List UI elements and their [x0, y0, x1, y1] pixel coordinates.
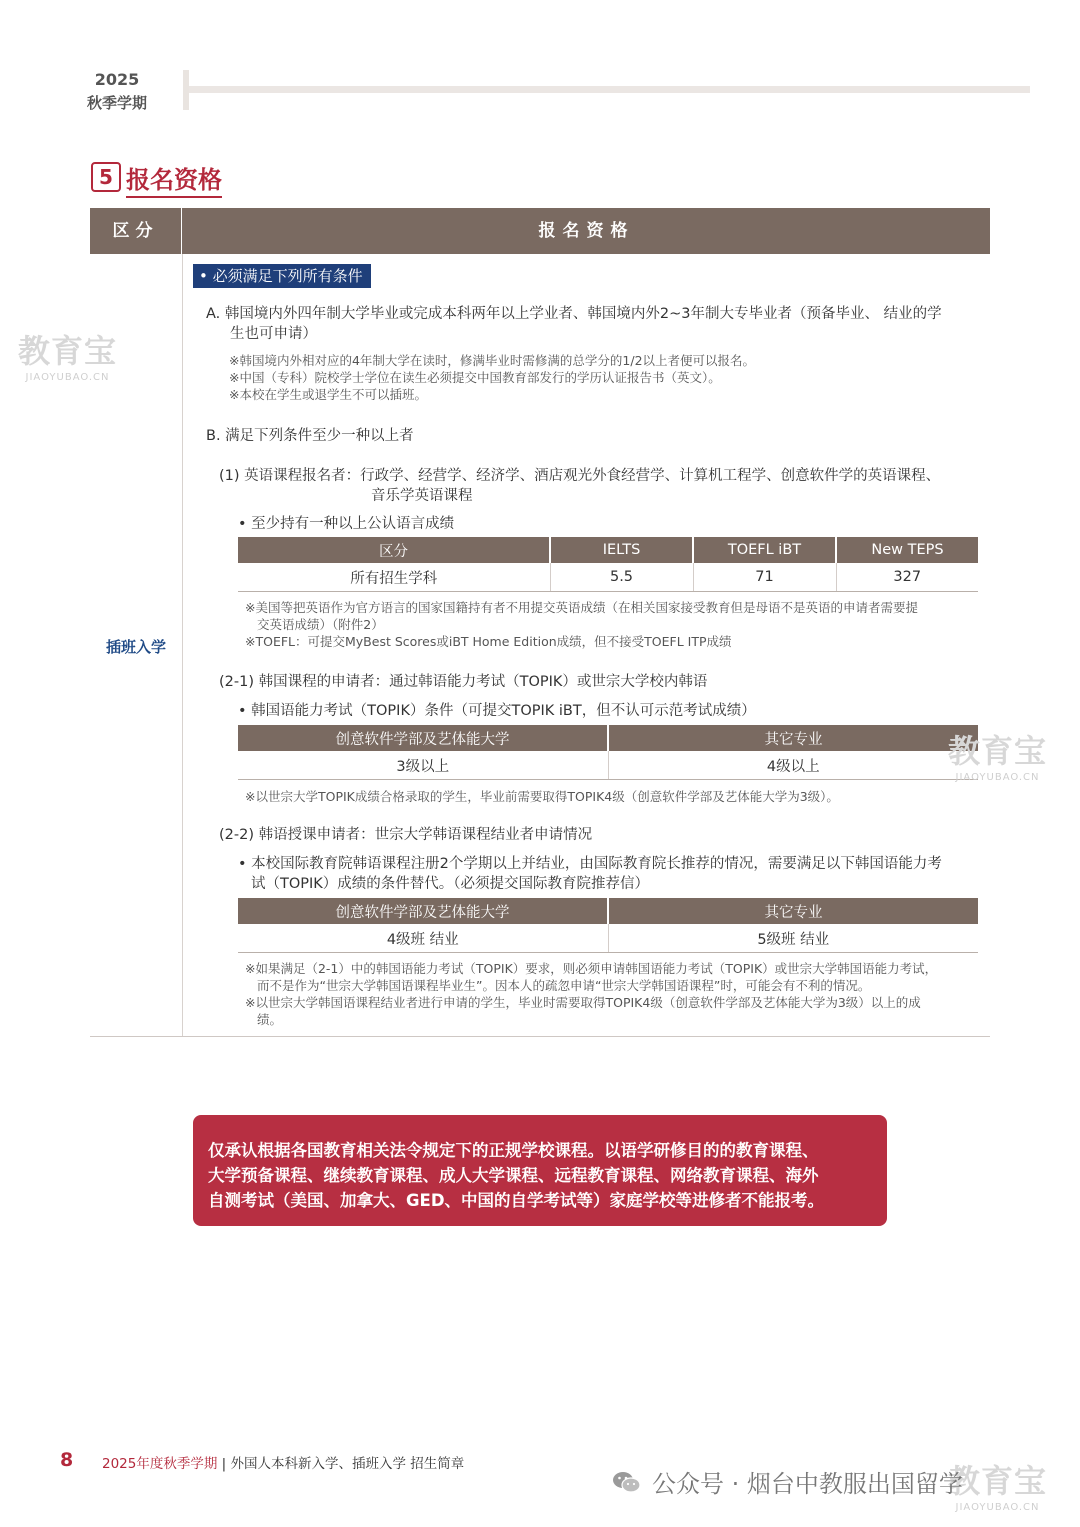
table-row	[238, 924, 978, 953]
notice-line: 自测考试（美国、加拿大、GED、中国的自学考试等）家庭学校等进修者不能报考。	[208, 1191, 825, 1210]
b1-line2: 音乐学英语课程	[371, 488, 473, 504]
condition-a-notes	[229, 352, 989, 403]
watermark	[18, 326, 117, 383]
watermark-text: 教育宝	[948, 732, 1048, 770]
condition-a-line1: A. 韩国境内外四年制大学毕业或完成本科两年以上学业者、韩国境内外2~3年制大专毕业者（预备毕业、 结业的学	[206, 306, 942, 322]
wechat-icon	[612, 1470, 642, 1494]
table-cell: 4级班 结业	[238, 924, 608, 953]
note-line: 交英语成绩）（附件2）	[257, 617, 384, 632]
english-score-table	[238, 537, 978, 592]
b1-line1: (1) 英语课程报名者：行政学、经营学、经济学、酒店观光外食经营学、计算机工程学、创意软件学的英语课程、	[219, 468, 941, 484]
note-line: 而不是作为“世宗大学韩国语课程毕业生”。因本人的疏忽申请“世宗大学韩国语课程”时，可能会有不利的情况。	[257, 978, 871, 993]
b1-bullet: • 至少持有一种以上公认语言成绩	[238, 516, 455, 532]
condition-a-line2: 生也可申请）	[230, 326, 317, 342]
section-title: 报名资格	[126, 160, 222, 198]
condition-a	[206, 304, 986, 344]
table-cell: 327	[836, 563, 978, 592]
table-header-cell: 创意软件学部及艺体能大学	[238, 898, 608, 924]
note-line: ※如果满足（2-1）中的韩国语能力考试（TOPIK）要求，则必须申请韩国语能力考试（TOPIK）或世宗大学韩国语能力考试，	[245, 961, 938, 976]
b21-note: ※以世宗大学TOPIK成绩合格录取的学生，毕业前需要取得TOPIK4级（创意软件学部及艺体能大学为3级）。	[245, 789, 839, 804]
korean-course-table	[238, 898, 978, 953]
b22-bullet-line1: • 本校国际教育院韩语课程注册2个学期以上并结业，由国际教育院长推荐的情况，需要满足以下韩国语能力考	[238, 856, 942, 872]
note-line: ※美国等把英语作为官方语言的国家国籍持有者不用提交英语成绩（在相关国家接受教育但是母语不是英语的申请者需要提	[245, 600, 918, 615]
table-header-cell: New TEPS	[836, 537, 978, 563]
table-header-cell: 区分	[238, 537, 550, 563]
row-label-transfer: 插班入学	[105, 638, 166, 656]
table-row	[238, 751, 978, 780]
b21-bullet: • 韩国语能力考试（TOPIK）条件（可提交TOPIK iBT，但不认可示范考试成绩）	[238, 703, 756, 719]
b1-notes	[245, 599, 990, 650]
header-rule	[189, 86, 1030, 93]
table-header-row	[238, 898, 978, 924]
header-year: 2025	[94, 70, 140, 89]
footer-separator: |	[221, 1456, 227, 1472]
table-header-cell: 创意软件学部及艺体能大学	[238, 725, 608, 751]
watermark-sub: JIAOYUBAO.CN	[25, 372, 110, 383]
wechat-account-label: 公众号 · 烟台中教服出国留学	[652, 1470, 963, 1498]
condition-b: B. 满足下列条件至少一种以上者	[206, 428, 414, 444]
watermark	[948, 726, 1047, 783]
watermark-sub: JIAOYUBAO.CN	[955, 1502, 1040, 1513]
footer-caption	[102, 1452, 464, 1472]
note-line: ※TOEFL：可提交MyBest Scores或iBT Home Edition成绩，但不接受TOEFL ITP成绩	[245, 634, 732, 649]
note-line: ※本校在学生或退学生不可以插班。	[229, 387, 427, 402]
page-number: 8	[60, 1449, 74, 1471]
table-header-row	[238, 725, 978, 751]
table-header-cell: 其它专业	[608, 725, 978, 751]
table-cell: 3级以上	[238, 751, 608, 780]
table-header-category: 区分	[90, 208, 182, 254]
notice-line: 大学预备课程、继续教育课程、成人大学课程、远程教育课程、网络教育课程、海外	[208, 1166, 819, 1185]
b1-english-course	[219, 466, 989, 506]
note-line: 绩。	[257, 1012, 283, 1027]
table-cell: 所有招生学科	[238, 563, 550, 592]
footer-title: 外国人本科新入学、插班入学 招生简章	[230, 1456, 465, 1472]
header-term: 秋季学期	[86, 94, 147, 112]
notice-text	[208, 1138, 880, 1213]
table-cell: 71	[693, 563, 836, 592]
watermark-text: 教育宝	[948, 1462, 1048, 1500]
watermark-sub: JIAOYUBAO.CN	[955, 772, 1040, 783]
watermark-text: 教育宝	[18, 332, 118, 370]
note-line: ※韩国境内外相对应的4年制大学在读时，修满毕业时需修满的总学分的1/2以上者便可以报名。	[229, 353, 756, 368]
must-meet-banner: • 必须满足下列所有条件	[193, 264, 371, 288]
topik-table	[238, 725, 978, 780]
table-header-cell: TOEFL iBT	[693, 537, 836, 563]
section-number-badge: 5	[91, 162, 121, 192]
table-row	[238, 563, 978, 592]
b21-title: (2-1) 韩国课程的申请者：通过韩语能力考试（TOPIK）或世宗大学校内韩语	[219, 674, 708, 690]
table-header-cell: IELTS	[550, 537, 693, 563]
table-column-divider	[182, 254, 183, 1036]
notice-line: 仅承认根据各国教育相关法令规定下的正规学校课程。以语学研修目的的教育课程、	[208, 1141, 819, 1160]
table-cell: 4级以上	[608, 751, 978, 780]
table-cell: 5.5	[550, 563, 693, 592]
table-header-row	[238, 537, 978, 563]
b22-title: (2-2) 韩语授课申请者：世宗大学韩语课程结业者申请情况	[219, 827, 593, 843]
footer-term: 2025年度秋季学期	[102, 1456, 218, 1472]
note-line: ※以世宗大学韩国语课程结业者进行申请的学生，毕业时需要取得TOPIK4级（创意软件学部及艺体能大学为3级）以上的成	[245, 995, 921, 1010]
table-header-cell: 其它专业	[608, 898, 978, 924]
table-header-eligibility: 报名资格	[538, 221, 635, 241]
note-line: ※中国（专科）院校学士学位在读生必须提交中国教育部发行的学历认证报告书（英文）。	[229, 370, 721, 385]
b22-bullet	[238, 854, 988, 894]
table-cell: 5级班 结业	[608, 924, 978, 953]
table-bottom-rule	[90, 1036, 990, 1037]
b22-notes	[245, 960, 990, 1028]
b22-bullet-line2: 试（TOPIK）成绩的条件替代。（必须提交国际教育院推荐信）	[251, 876, 650, 892]
